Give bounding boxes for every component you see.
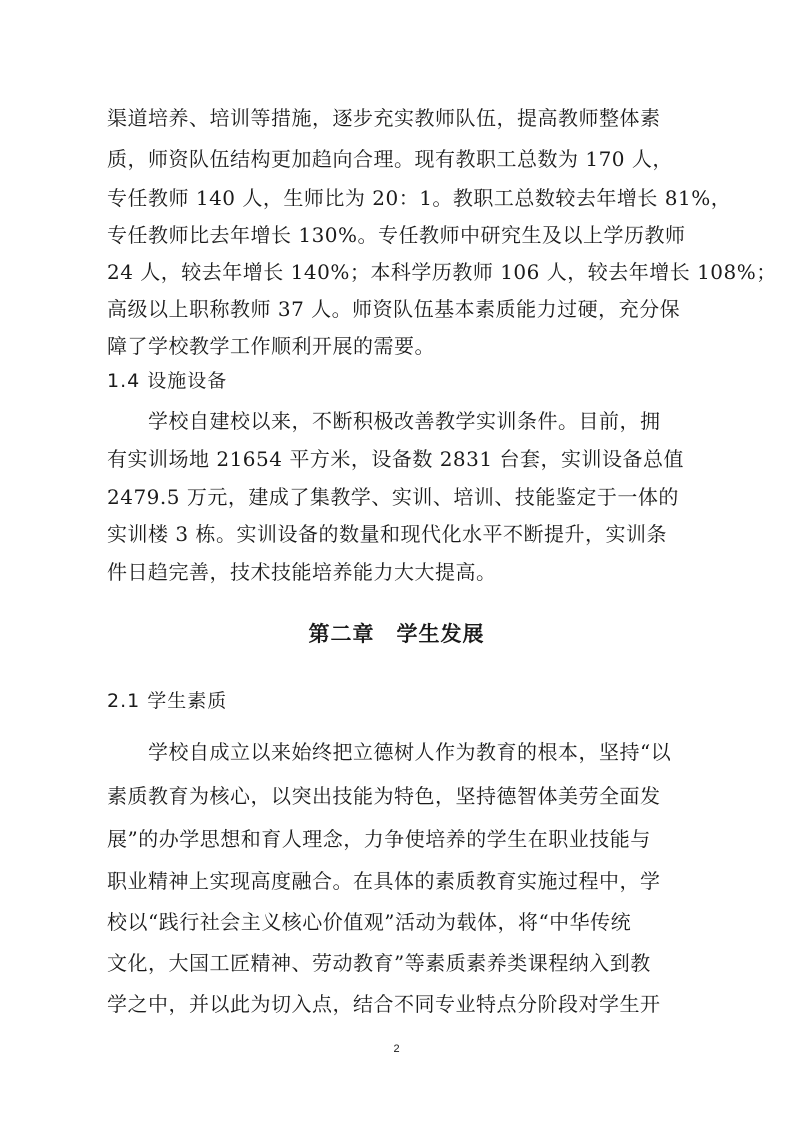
paragraph-line: 专任教师 140 人，生师比为 20：1。教职工总数较去年增长 81%， [107,186,732,210]
paragraph-line: 件日趋完善，技术技能培养能力大大提高。 [107,560,497,584]
paragraph-line: 学校自成立以来始终把立德树人作为教育的根本，坚持“以 [107,740,672,764]
paragraph-line: 障了学校教学工作顺利开展的需要。 [107,334,435,358]
page-number: 2 [393,1043,400,1055]
chapter-title: 第二章 学生发展 [308,622,485,646]
section-heading: 1.4 设施设备 [107,370,228,392]
paragraph-line: 学校自建校以来，不断积极改善教学实训条件。目前，拥 [107,409,661,433]
section-heading: 2.1 学生素质 [107,690,228,712]
paragraph-line: 质，师资队伍结构更加趋向合理。现有教职工总数为 170 人， [107,147,673,171]
paragraph-line: 文化，大国工匠精神、劳动教育”等素质素养类课程纳入到教 [107,951,651,975]
paragraph-line: 渠道培养、培训等措施，逐步充实教师队伍，提高教师整体素 [107,106,661,130]
paragraph-line: 职业精神上实现高度融合。在具体的素质教育实施过程中，学 [107,869,661,893]
paragraph-line: 高级以上职称教师 37 人。师资队伍基本素质能力过硬，充分保 [107,297,681,321]
paragraph-line: 素质教育为核心，以突出技能为特色，坚持德智体美劳全面发 [107,784,661,808]
paragraph-line: 展”的办学思想和育人理念，力争使培养的学生在职业技能与 [107,827,651,851]
paragraph-line: 专任教师比去年增长 130%。专任教师中研究生及以上学历教师 [107,223,686,247]
paragraph-line: 24 人，较去年增长 140%；本科学历教师 106 人，较去年增长 108%； [107,260,777,284]
paragraph-line: 校以“践行社会主义核心价值观”活动为载体，将“中华传统 [107,910,632,934]
paragraph-line: 2479.5 万元，建成了集教学、实训、培训、技能鉴定于一体的 [107,485,679,509]
paragraph-line: 实训楼 3 栋。实训设备的数量和现代化水平不断提升，实训条 [107,522,667,546]
paragraph-line: 学之中，并以此为切入点，结合不同专业特点分阶段对学生开 [107,992,661,1016]
paragraph-line: 有实训场地 21654 平方米，设备数 2831 台套，实训设备总值 [107,447,684,471]
